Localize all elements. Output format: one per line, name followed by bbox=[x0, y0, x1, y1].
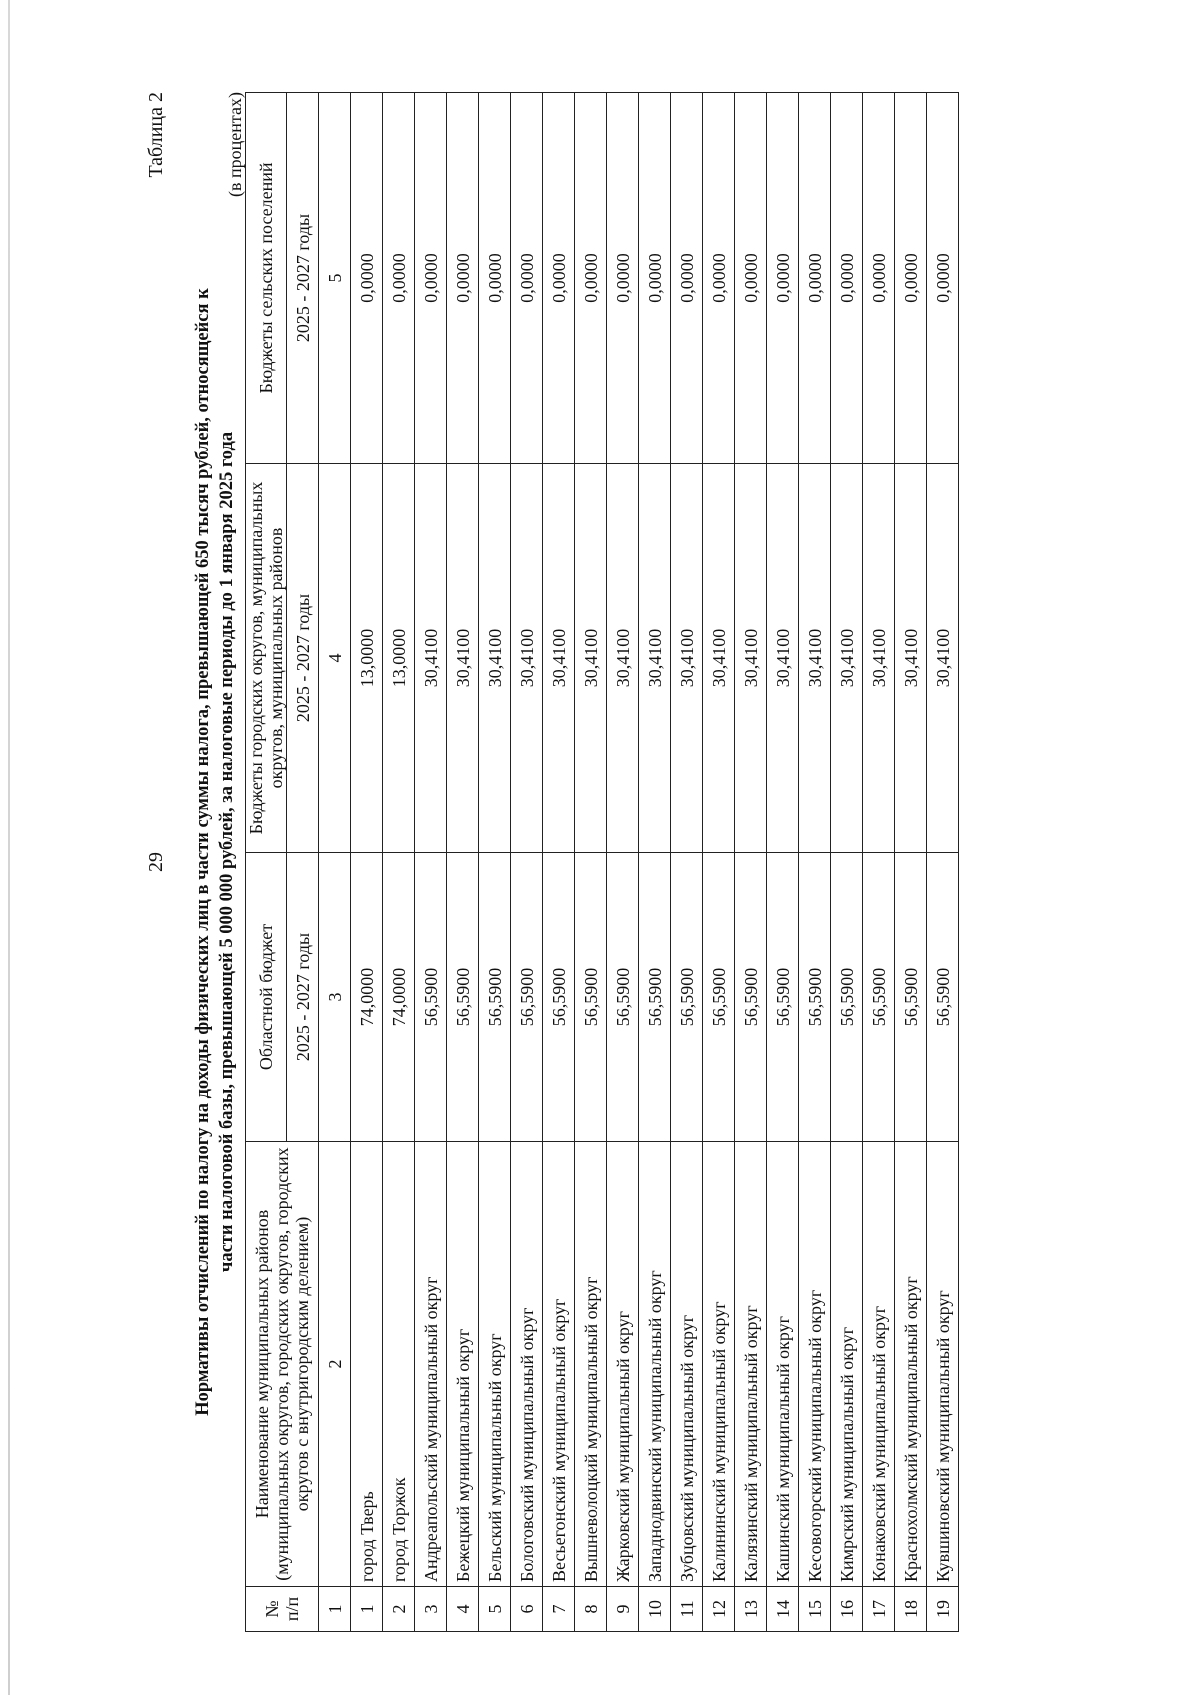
municipality-name: Конаковский муниципальный округ bbox=[863, 1142, 895, 1587]
table-row bbox=[927, 93, 959, 1632]
municipality-name: Вышневолоцкий муниципальный округ bbox=[575, 1142, 607, 1587]
rural-budget-value: 0,0000 bbox=[383, 93, 415, 464]
row-number: 2 bbox=[383, 1587, 415, 1632]
header-num: № п/п bbox=[246, 1587, 319, 1632]
table-row bbox=[607, 93, 639, 1632]
municipal-budget-value: 30,4100 bbox=[479, 464, 511, 853]
row-number: 10 bbox=[639, 1587, 671, 1632]
header-years: 2025 - 2027 годы bbox=[287, 93, 319, 464]
row-number: 14 bbox=[767, 1587, 799, 1632]
table-row bbox=[511, 93, 543, 1632]
rural-budget-value: 0,0000 bbox=[447, 93, 479, 464]
municipality-name: Кесовогорский муниципальный округ bbox=[799, 1142, 831, 1587]
row-number: 7 bbox=[543, 1587, 575, 1632]
header-municipal: Бюджеты городских округов, муниципальных округов, муниципальных районов bbox=[246, 464, 287, 853]
rural-budget-value: 0,0000 bbox=[543, 93, 575, 464]
rural-budget-value: 0,0000 bbox=[639, 93, 671, 464]
row-number: 12 bbox=[703, 1587, 735, 1632]
header-years: 2025 - 2027 годы bbox=[287, 853, 319, 1142]
municipal-budget-value: 30,4100 bbox=[671, 464, 703, 853]
municipal-budget-value: 30,4100 bbox=[639, 464, 671, 853]
title-line-1: Нормативы отчислений по налогу на доходы физических лиц в части суммы налога, превышающей 650 тысяч рублей, относящейся к bbox=[193, 288, 213, 1416]
municipal-budget-value: 30,4100 bbox=[607, 464, 639, 853]
regional-budget-value: 56,5900 bbox=[927, 853, 959, 1142]
table-row bbox=[543, 93, 575, 1632]
column-number: 1 bbox=[319, 1587, 351, 1632]
municipal-budget-value: 30,4100 bbox=[703, 464, 735, 853]
municipality-name: Калязинский муниципальный округ bbox=[735, 1142, 767, 1587]
norms-table bbox=[245, 92, 959, 1632]
municipal-budget-value: 30,4100 bbox=[895, 464, 927, 853]
document-title bbox=[191, 72, 239, 1632]
column-number: 5 bbox=[319, 93, 351, 464]
table-row bbox=[639, 93, 671, 1632]
municipal-budget-value: 13,0000 bbox=[351, 464, 383, 853]
table-row bbox=[479, 93, 511, 1632]
rural-budget-value: 0,0000 bbox=[895, 93, 927, 464]
regional-budget-value: 56,5900 bbox=[863, 853, 895, 1142]
row-number: 6 bbox=[511, 1587, 543, 1632]
municipal-budget-value: 30,4100 bbox=[415, 464, 447, 853]
regional-budget-value: 56,5900 bbox=[767, 853, 799, 1142]
table-row bbox=[863, 93, 895, 1632]
row-number: 3 bbox=[415, 1587, 447, 1632]
municipality-name: Весьегонский муниципальный округ bbox=[543, 1142, 575, 1587]
municipality-name: город Торжок bbox=[383, 1142, 415, 1587]
unit-note: (в процентах) bbox=[225, 92, 245, 197]
row-number: 18 bbox=[895, 1587, 927, 1632]
table-row bbox=[799, 93, 831, 1632]
rural-budget-value: 0,0000 bbox=[735, 93, 767, 464]
municipality-name: Зубцовский муниципальный округ bbox=[671, 1142, 703, 1587]
municipal-budget-value: 30,4100 bbox=[447, 464, 479, 853]
rural-budget-value: 0,0000 bbox=[351, 93, 383, 464]
header-rural: Бюджеты сельских поселений bbox=[246, 93, 287, 464]
regional-budget-value: 56,5900 bbox=[703, 853, 735, 1142]
rural-budget-value: 0,0000 bbox=[927, 93, 959, 464]
regional-budget-value: 56,5900 bbox=[575, 853, 607, 1142]
row-number: 16 bbox=[831, 1587, 863, 1632]
rural-budget-value: 0,0000 bbox=[575, 93, 607, 464]
municipal-budget-value: 30,4100 bbox=[575, 464, 607, 853]
table-row bbox=[575, 93, 607, 1632]
municipality-name: Краснохолмский муниципальный округ bbox=[895, 1142, 927, 1587]
table-row bbox=[351, 93, 383, 1632]
regional-budget-value: 74,0000 bbox=[383, 853, 415, 1142]
rural-budget-value: 0,0000 bbox=[863, 93, 895, 464]
municipality-name: Западнодвинский муниципальный округ bbox=[639, 1142, 671, 1587]
municipality-name: Андреапольский муниципальный округ bbox=[415, 1142, 447, 1587]
row-number: 19 bbox=[927, 1587, 959, 1632]
table-row bbox=[703, 93, 735, 1632]
regional-budget-value: 56,5900 bbox=[735, 853, 767, 1142]
municipality-name: город Тверь bbox=[351, 1142, 383, 1587]
row-number: 17 bbox=[863, 1587, 895, 1632]
row-number: 9 bbox=[607, 1587, 639, 1632]
municipality-name: Бельский муниципальный округ bbox=[479, 1142, 511, 1587]
table-row bbox=[415, 93, 447, 1632]
rural-budget-value: 0,0000 bbox=[511, 93, 543, 464]
municipality-name: Жарковский муниципальный округ bbox=[607, 1142, 639, 1587]
regional-budget-value: 56,5900 bbox=[671, 853, 703, 1142]
row-number: 13 bbox=[735, 1587, 767, 1632]
row-number: 11 bbox=[671, 1587, 703, 1632]
municipality-name: Кашинский муниципальный округ bbox=[767, 1142, 799, 1587]
column-number: 2 bbox=[319, 1142, 351, 1587]
municipal-budget-value: 30,4100 bbox=[863, 464, 895, 853]
municipal-budget-value: 30,4100 bbox=[735, 464, 767, 853]
page-number: 29 bbox=[145, 852, 167, 872]
regional-budget-value: 56,5900 bbox=[511, 853, 543, 1142]
regional-budget-value: 56,5900 bbox=[415, 853, 447, 1142]
municipal-budget-value: 30,4100 bbox=[543, 464, 575, 853]
column-number: 3 bbox=[319, 853, 351, 1142]
regional-budget-value: 56,5900 bbox=[543, 853, 575, 1142]
table-body bbox=[351, 93, 959, 1632]
row-number: 8 bbox=[575, 1587, 607, 1632]
rural-budget-value: 0,0000 bbox=[479, 93, 511, 464]
rural-budget-value: 0,0000 bbox=[767, 93, 799, 464]
municipal-budget-value: 30,4100 bbox=[927, 464, 959, 853]
table-row bbox=[895, 93, 927, 1632]
header-name: Наименование муниципальных районов (муниципальных округов, городских округов, городских округов с внутригородским делением) bbox=[246, 1142, 319, 1587]
rural-budget-value: 0,0000 bbox=[607, 93, 639, 464]
regional-budget-value: 56,5900 bbox=[831, 853, 863, 1142]
municipal-budget-value: 30,4100 bbox=[511, 464, 543, 853]
rural-budget-value: 0,0000 bbox=[703, 93, 735, 464]
regional-budget-value: 56,5900 bbox=[607, 853, 639, 1142]
rural-budget-value: 0,0000 bbox=[799, 93, 831, 464]
municipality-name: Кувшиновский муниципальный округ bbox=[927, 1142, 959, 1587]
title-line-2: части налоговой базы, превышающей 5 000 000 рублей, за налоговые периоды до 1 января 2025 года bbox=[217, 431, 237, 1273]
regional-budget-value: 56,5900 bbox=[447, 853, 479, 1142]
municipality-name: Бежецкий муниципальный округ bbox=[447, 1142, 479, 1587]
row-number: 5 bbox=[479, 1587, 511, 1632]
rural-budget-value: 0,0000 bbox=[831, 93, 863, 464]
regional-budget-value: 56,5900 bbox=[479, 853, 511, 1142]
municipality-name: Кимрский муниципальный округ bbox=[831, 1142, 863, 1587]
table-row bbox=[447, 93, 479, 1632]
municipal-budget-value: 13,0000 bbox=[383, 464, 415, 853]
column-number: 4 bbox=[319, 464, 351, 853]
rural-budget-value: 0,0000 bbox=[671, 93, 703, 464]
municipality-name: Бологовский муниципальный округ bbox=[511, 1142, 543, 1587]
row-number: 15 bbox=[799, 1587, 831, 1632]
table-row bbox=[767, 93, 799, 1632]
regional-budget-value: 56,5900 bbox=[639, 853, 671, 1142]
row-number: 4 bbox=[447, 1587, 479, 1632]
municipal-budget-value: 30,4100 bbox=[799, 464, 831, 853]
municipal-budget-value: 30,4100 bbox=[831, 464, 863, 853]
rural-budget-value: 0,0000 bbox=[415, 93, 447, 464]
municipal-budget-value: 30,4100 bbox=[767, 464, 799, 853]
row-number: 1 bbox=[351, 1587, 383, 1632]
table-label: Таблица 2 bbox=[145, 92, 167, 178]
header-regional: Областной бюджет bbox=[246, 853, 287, 1142]
table-row bbox=[831, 93, 863, 1632]
header-years: 2025 - 2027 годы bbox=[287, 464, 319, 853]
regional-budget-value: 74,0000 bbox=[351, 853, 383, 1142]
table-row bbox=[735, 93, 767, 1632]
table-row bbox=[383, 93, 415, 1632]
municipality-name: Калининский муниципальный округ bbox=[703, 1142, 735, 1587]
table-row bbox=[671, 93, 703, 1632]
rotated-page bbox=[145, 52, 1165, 1632]
regional-budget-value: 56,5900 bbox=[799, 853, 831, 1142]
regional-budget-value: 56,5900 bbox=[895, 853, 927, 1142]
scan-edge bbox=[8, 0, 10, 1695]
